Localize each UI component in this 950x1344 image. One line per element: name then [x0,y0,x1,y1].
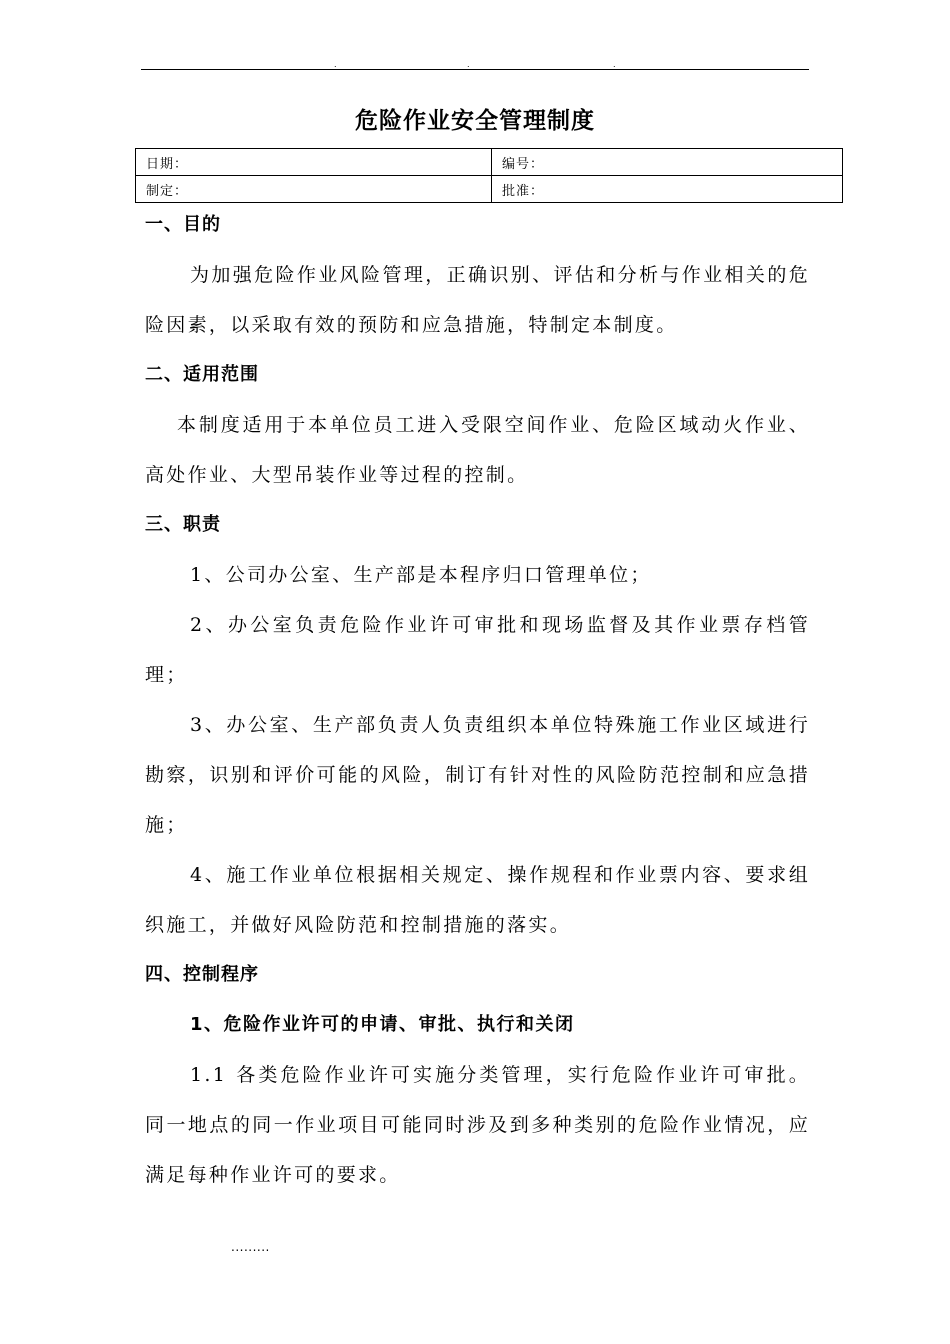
paragraph: 1、公司办公室、生产部是本程序归口管理单位； [190,564,652,586]
meta-table [135,148,843,203]
section-heading-scope: 二、适用范围 [145,364,259,385]
paragraph: 1.1 各类危险作业许可实施分类管理，实行危险作业许可审批。同一地点的同一作业项目可能同时涉及到多种类别的危险作业情况，应满足每种作业许可的要求。 [145,1064,810,1186]
footer-dots: ......... [231,1240,270,1254]
paragraph: 2、办公室负责危险作业许可审批和现场监督及其作业票存档管理； [145,614,810,686]
header-rule [141,69,809,70]
number-cell: 编号： [492,149,843,176]
paragraph: 本制度适用于本单位员工进入受限空间作业、危险区域动火作业、高处作业、大型吊装作业等过程的控制。 [145,414,810,486]
paragraph: 为加强危险作业风险管理，正确识别、评估和分析与作业相关的危险因素，以采取有效的预防和应急措施，特制定本制度。 [145,264,810,336]
subsection-heading: 1、危险作业许可的申请、审批、执行和关闭 [190,1014,575,1035]
paragraph: 3、办公室、生产部负责人负责组织本单位特殊施工作业区域进行勘察，识别和评价可能的风险，制订有针对性的风险防范控制和应急措施； [145,714,810,836]
section-heading-purpose: 一、目的 [145,214,221,235]
header-dot: . [467,60,470,69]
author-cell: 制定： [136,176,492,203]
section-heading-procedure: 四、控制程序 [145,964,259,985]
document-title: 危险作业安全管理制度 [355,108,595,134]
section-heading-duties: 三、职责 [145,514,221,535]
date-cell: 日期： [136,149,492,176]
paragraph: 4、施工作业单位根据相关规定、操作规程和作业票内容、要求组织施工，并做好风险防范和控制措施的落实。 [145,864,810,936]
header-dot: . [613,60,616,69]
header-dot: . [334,60,337,69]
approve-cell: 批准： [492,176,843,203]
document-body [145,200,810,1200]
